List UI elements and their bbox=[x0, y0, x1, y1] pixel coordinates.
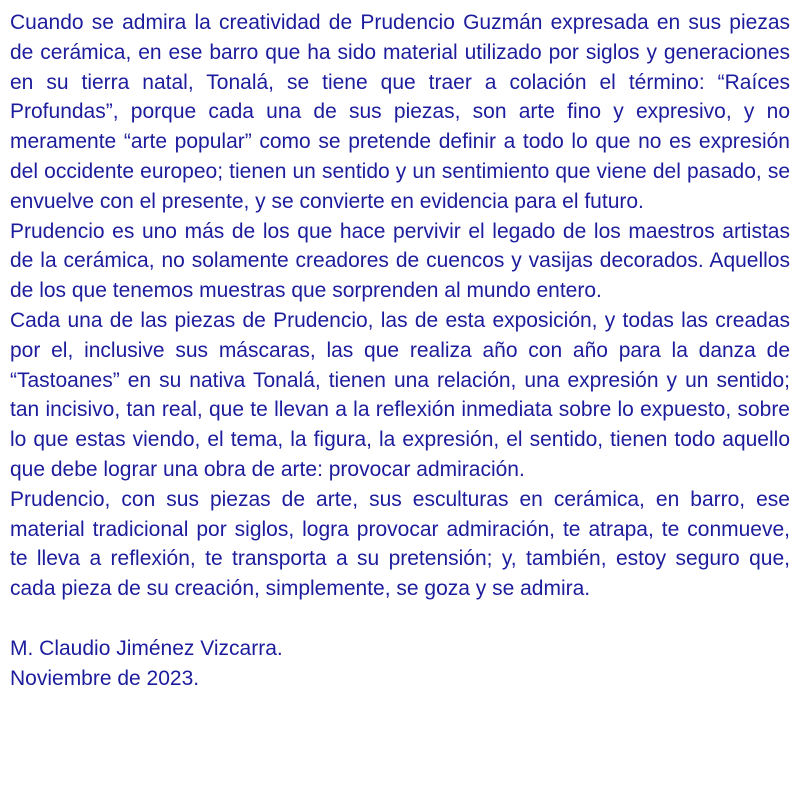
paragraph-1: Cuando se admira la creatividad de Prudencio Guzmán expresada en sus piezas de cerámica, en ese barro que ha sido material utilizado por siglos y generaciones en su tierra natal, Tonalá, se tiene que traer a colación el término: “Raíces Profundas”, porque cada una de sus piezas, son arte fino y expresivo, y no meramente “arte popular” como se pretende definir a todo lo que no es expresión del occidente europeo; tienen un sentido y un sentimiento que viene del pasado, se envuelve con el presente, y se convierte en evidencia para el futuro. bbox=[10, 11, 790, 213]
signature-date: Noviembre de 2023. bbox=[10, 666, 200, 690]
paragraph-3: Cada una de las piezas de Prudencio, las de esta exposición, y todas las creadas por el, inclusive sus máscaras, las que realiza año con año para la danza de “Tastoanes” en su nativa Tonalá, tienen una relación, una expresión y un sentido; tan incisivo, tan real, que te llevan a la reflexión inmediata sobre lo expuesto, sobre lo que estas viendo, el tema, la figura, la expresión, el sentido, tienen todo aquello que debe lograr una obra de arte: provocar admiración. bbox=[10, 308, 790, 481]
paragraph-2: Prudencio es uno más de los que hace pervivir el legado de los maestros artistas de la cerámica, no solamente creadores de cuencos y vasijas decorados. Aquellos de los que tenemos muestras que sorprenden al mundo entero. bbox=[10, 219, 790, 303]
blank-line bbox=[10, 604, 790, 634]
signature-author: M. Claudio Jiménez Vizcarra. bbox=[10, 636, 283, 660]
paragraph-4: Prudencio, con sus piezas de arte, sus esculturas en cerámica, en barro, ese material tradicional por siglos, logra provocar admiración, te atrapa, te conmueve, te lleva a reflexión, te transporta a su pretensión; y, también, estoy seguro que, cada pieza de su creación, simplemente, se goza y se admira. bbox=[10, 487, 790, 601]
document-body bbox=[10, 8, 790, 693]
